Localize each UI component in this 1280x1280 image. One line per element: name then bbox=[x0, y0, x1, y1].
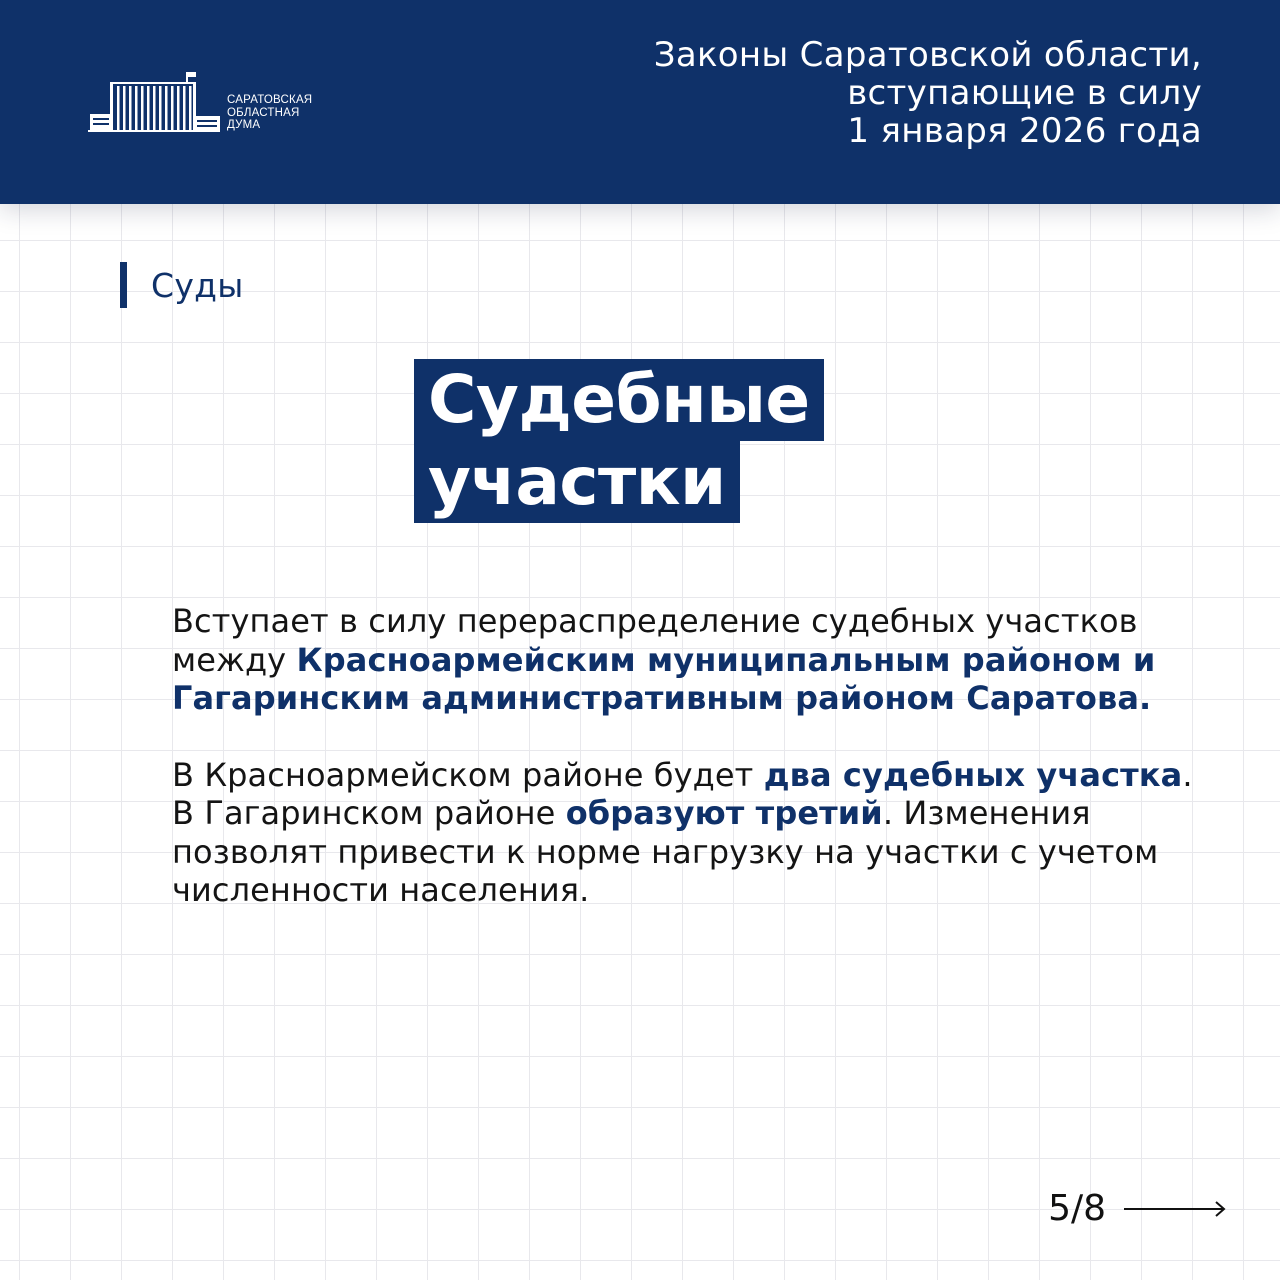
duma-logo-text bbox=[227, 94, 312, 132]
logo-line: ДУМА bbox=[227, 119, 261, 131]
category-marker bbox=[120, 262, 127, 308]
header-title bbox=[502, 36, 1202, 150]
body-text bbox=[172, 602, 1212, 910]
slide-title-line: Судебные bbox=[414, 359, 824, 441]
highlight-text: Красноармейским муниципальным районом и Гагаринским административным районом Саратова. bbox=[172, 640, 1156, 717]
header bbox=[0, 0, 1280, 204]
duma-building-icon bbox=[88, 70, 223, 136]
arrow-right-icon[interactable] bbox=[1124, 1199, 1228, 1219]
highlight-text: два судебных участка bbox=[763, 755, 1183, 794]
header-title-line: вступающие в силу bbox=[847, 73, 1202, 113]
page-counter: 5/8 bbox=[1048, 1188, 1106, 1229]
paragraph-text: . В Гагаринском районе bbox=[172, 755, 1193, 832]
paragraph-text: Вступает в силу перераспределение судебных участков между bbox=[172, 602, 1138, 679]
paragraph-1 bbox=[172, 602, 1212, 718]
duma-logo bbox=[88, 70, 328, 136]
logo-line: САРАТОВСКАЯ bbox=[227, 94, 313, 106]
header-title-line: Законы Саратовской области, bbox=[653, 35, 1202, 75]
pager[interactable] bbox=[1048, 1188, 1228, 1229]
paragraph-2 bbox=[172, 756, 1212, 910]
slide-title bbox=[414, 359, 824, 523]
logo-line: ОБЛАСТНАЯ bbox=[227, 106, 300, 119]
paragraph-text: В Красноармейском районе будет bbox=[172, 755, 764, 794]
header-title-line: 1 января 2026 года bbox=[847, 111, 1202, 151]
category-label: Суды bbox=[151, 265, 244, 305]
paragraph-text: . Изменения позволят привести к норме нагрузку на участки с учетом численности населения. bbox=[172, 794, 1159, 909]
category-heading bbox=[120, 262, 244, 308]
slide-title-line: участки bbox=[414, 441, 740, 523]
highlight-text: образуют третий bbox=[565, 794, 883, 832]
